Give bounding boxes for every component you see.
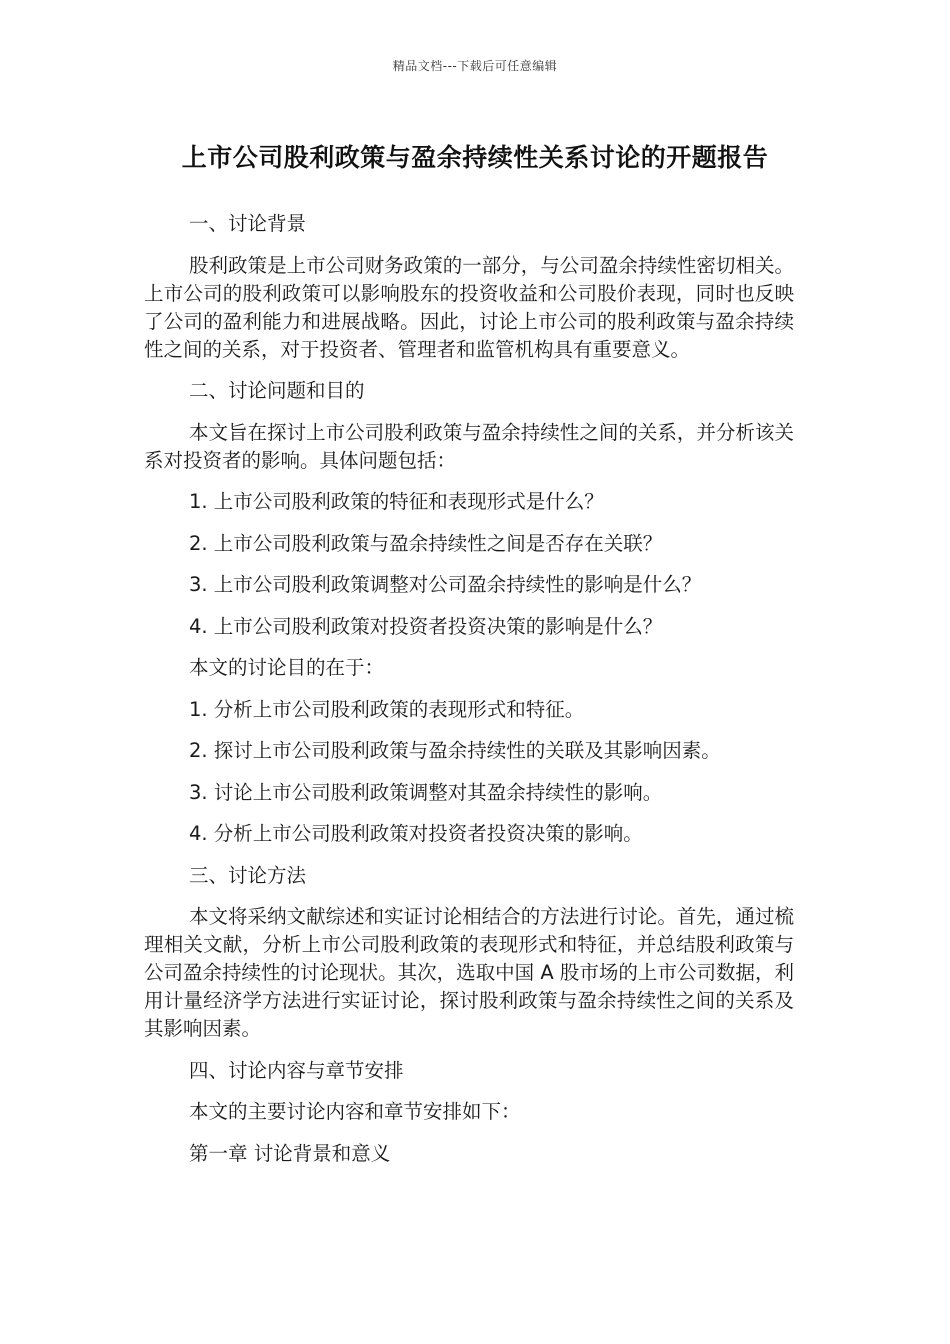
section-heading-contents: 四、讨论内容与章节安排 — [189, 1058, 404, 1082]
question-item: 2. 上市公司股利政策与盈余持续性之间是否存在关联？ — [189, 531, 663, 555]
purpose-item: 4. 分析上市公司股利政策对投资者投资决策的影响。 — [189, 822, 643, 845]
background-paragraph: 股利政策是上市公司财务政策的一部分，与公司盈余持续性密切相关。上市公司的股利政策可以影响股东的投资收益和公司股价表现，同时也反映了公司的盈利能力和进展战略。因此，讨论上市公司的股利政策与盈余持续性之间的关系，对于投资者、管理者和监管机构具有重要意义。 — [144, 253, 794, 361]
purpose-item: 3. 讨论上市公司股利政策调整对其盈余持续性的影响。 — [189, 780, 663, 804]
document-body — [144, 210, 794, 1181]
contents-intro: 本文的主要讨论内容和章节安排如下： — [189, 1100, 521, 1123]
page-title: 上市公司股利政策与盈余持续性关系讨论的开题报告 — [181, 143, 769, 172]
section-heading-methods: 三、讨论方法 — [189, 863, 307, 887]
question-item: 3. 上市公司股利政策调整对公司盈余持续性的影响是什么？ — [189, 573, 702, 596]
chapter-item: 第一章 讨论背景和意义 — [189, 1141, 391, 1165]
section-heading-questions: 二、讨论问题和目的 — [189, 379, 365, 402]
questions-intro-paragraph: 本文旨在探讨上市公司股利政策与盈余持续性之间的关系，并分析该关系对投资者的影响。具体问题包括： — [144, 420, 794, 472]
purpose-intro: 本文的讨论目的在于： — [189, 656, 385, 679]
question-item: 1. 上市公司股利政策的特征和表现形式是什么？ — [189, 490, 604, 513]
purpose-item: 2. 探讨上市公司股利政策与盈余持续性的关联及其影响因素。 — [189, 739, 721, 762]
purpose-item: 1. 分析上市公司股利政策的表现形式和特征。 — [189, 697, 585, 721]
section-heading-background: 一、讨论背景 — [189, 212, 307, 235]
question-item: 4. 上市公司股利政策对投资者投资决策的影响是什么？ — [189, 614, 663, 638]
methods-paragraph: 本文将采纳文献综述和实证讨论相结合的方法进行讨论。首先，通过梳理相关文献，分析上市公司股利政策的表现形式和特征，并总结股利政策与公司盈余持续性的讨论现状。其次，选取中国 A 股市场的上市公司数据，利用计量经济学方法进行实证讨论，探讨股利政策与盈余持续性之间的关系及其影响因素。 — [144, 905, 794, 1040]
header-note: 精品文档---下载后可任意编辑 — [392, 59, 558, 73]
